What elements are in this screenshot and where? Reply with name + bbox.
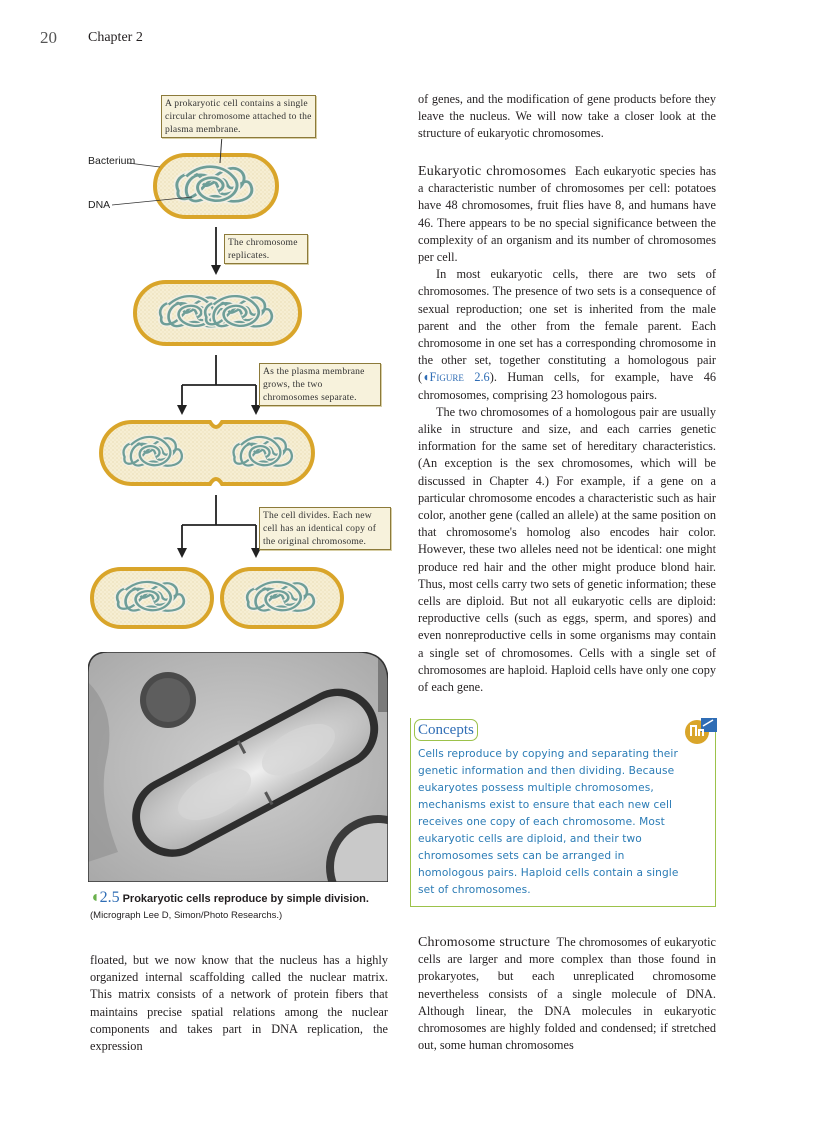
callout-replicates: The chromosome replicates.: [224, 234, 308, 264]
paragraph: Each eukaryotic species has a characteristic number of chromosomes per cell: potatoes have 48 chromosomes, fruit flies have 8, and humans have 46. There appears to be no special significance between the complexity of an organism and its number of chromosomes per cell.: [418, 164, 716, 265]
section-heading: Eukaryotic chromosomes: [418, 164, 567, 179]
callout-cell-divides: The cell divides. Each new cell has an identical copy of the original chromosome.: [259, 507, 391, 550]
figure-reference-link[interactable]: ◖Figure 2.6: [422, 370, 490, 385]
concepts-text: Cells reproduce by copying and separating their genetic information and then dividing. Because eukaryotes possess multiple chromosomes, mechanisms exist to ensure that each new cell receives one copy of each chromosome. Most eukaryotic cells are diploid, and their two chromosomes sets can be arranged in homologous pairs. Haploid cells contain a single set of chromosomes.: [418, 748, 679, 896]
concepts-title: Concepts: [414, 719, 478, 741]
running-head: Chapter 2: [88, 30, 143, 45]
eukaryotic-chromosomes-section: Eukaryotic chromosomes Each eukaryotic species has a characteristic number of chromosomes per cell: potatoes have 48 chromosomes, fruit flies have 8, and humans have 46. There appears to be no special significance between the complexity of an organism and its number of chromosomes per cell. In most eukaryotic cells, there are two sets of chromosomes. The presence of two sets is a consequence of sexual reproduction; one set is inherited from the male parent and the other from the female parent. Each chromosome in one set has a corresponding chromosome in the other set, together constituting a homologous pair (◖Figure 2.6). Human cells, for example, have 46 chromosomes, comprising 23 homologous pairs. The two chromosomes of a homologous pair are usually alike in structure and size, and each carries genetic information for the same set of hereditary characteristics. (An exception is the sex chromosomes, which will be discussed in Chapter 4.) For example, if a gene on a particular chromosome encodes a characteristic such as hair color, another gene (called an allele) at the same position on that chromosome's homolog also encodes hair color. However, these two alleles need not be identical: one might produce red hair and the other might produce blond hair. Thus, most cells carry two sets of genetic information; these cells are diploid. But not all eukaryotic cells are diploid: reproductive cells (such as eggs, sperm, and spores) and even nonreproductive cells in some organisms may contain a single set of chromosomes. Cells with a single set of chromosomes are haploid. Haploid cells have only one copy of each gene.: [418, 163, 716, 696]
page-number: 20: [40, 28, 57, 47]
caption-title: Prokaryotic cells reproduce by simple division.: [122, 893, 369, 905]
paragraph: The chromosomes of eukaryotic cells are larger and more complex than those found in prokaryotes, but each unreplicated chromosome nevertheless consists of a single molecule of DNA. Although linear, the DNA molecules in eukaryotic chromosomes are highly folded and condensed; if stretched out, some human chromosomes: [418, 935, 716, 1053]
concepts-icon: [683, 712, 717, 746]
label-dna: DNA: [88, 199, 111, 211]
caption-credit: (Micrograph Lee D, Simon/Photo Researchs.): [90, 910, 283, 921]
chromosome-structure-section: [418, 934, 716, 1054]
micrograph-image: [88, 652, 388, 882]
callout-membrane-grows: As the plasma membrane grows, the two chromosomes separate.: [259, 363, 381, 406]
left-column-text: [90, 952, 388, 1055]
right-column-intro: [418, 91, 716, 143]
paragraph: floated, but we now know that the nucleus has a highly organized internal scaffolding called the nuclear matrix. This matrix consists of a network of protein fibers that maintains precise spatial relations among the nuclear components and takes part in DNA replication, the expression: [90, 953, 388, 1054]
callout-single-chromosome: A prokaryotic cell contains a single circular chromosome attached to the plasma membrane.: [161, 95, 316, 138]
caption-number: ◖2.5: [90, 889, 120, 906]
paragraph: In most eukaryotic cells, there are two sets of chromosomes. The presence of two sets is a consequence of sexual reproduction; one set is inherited from the male parent and the other from the female parent. Each chromosome in one set has a corresponding chromosome in the other set, together constituting a homologous pair (: [418, 267, 716, 385]
figure-caption: [90, 890, 390, 924]
label-bacterium: Bacterium: [88, 155, 136, 167]
paragraph: of genes, and the modification of gene products before they leave the nucleus. We will now take a closer look at the structure of eukaryotic chromosomes.: [418, 92, 716, 141]
paragraph: The two chromosomes of a homologous pair are usually alike in structure and size, and each carries genetic information for the same set of hereditary characteristics. (An exception is the sex chromosomes, which will be discussed in Chapter 4.) For example, if a gene on a particular chromosome encodes a characteristic such as hair color, another gene (called an allele) at the same position on that chromosome's homolog also encodes hair color. However, these two alleles need not be identical: one might produce red hair and the other might produce blond hair. Thus, most cells carry two sets of genetic information; these cells are diploid. But not all eukaryotic cells are diploid: reproductive cells (such as eggs, sperm, and spores) and even nonreproductive cells in some organisms may contain a single set of chromosomes. Cells with a single set of chromosomes are haploid. Haploid cells have only one copy of each gene.: [418, 404, 716, 695]
section-heading: Chromosome structure: [418, 935, 551, 950]
